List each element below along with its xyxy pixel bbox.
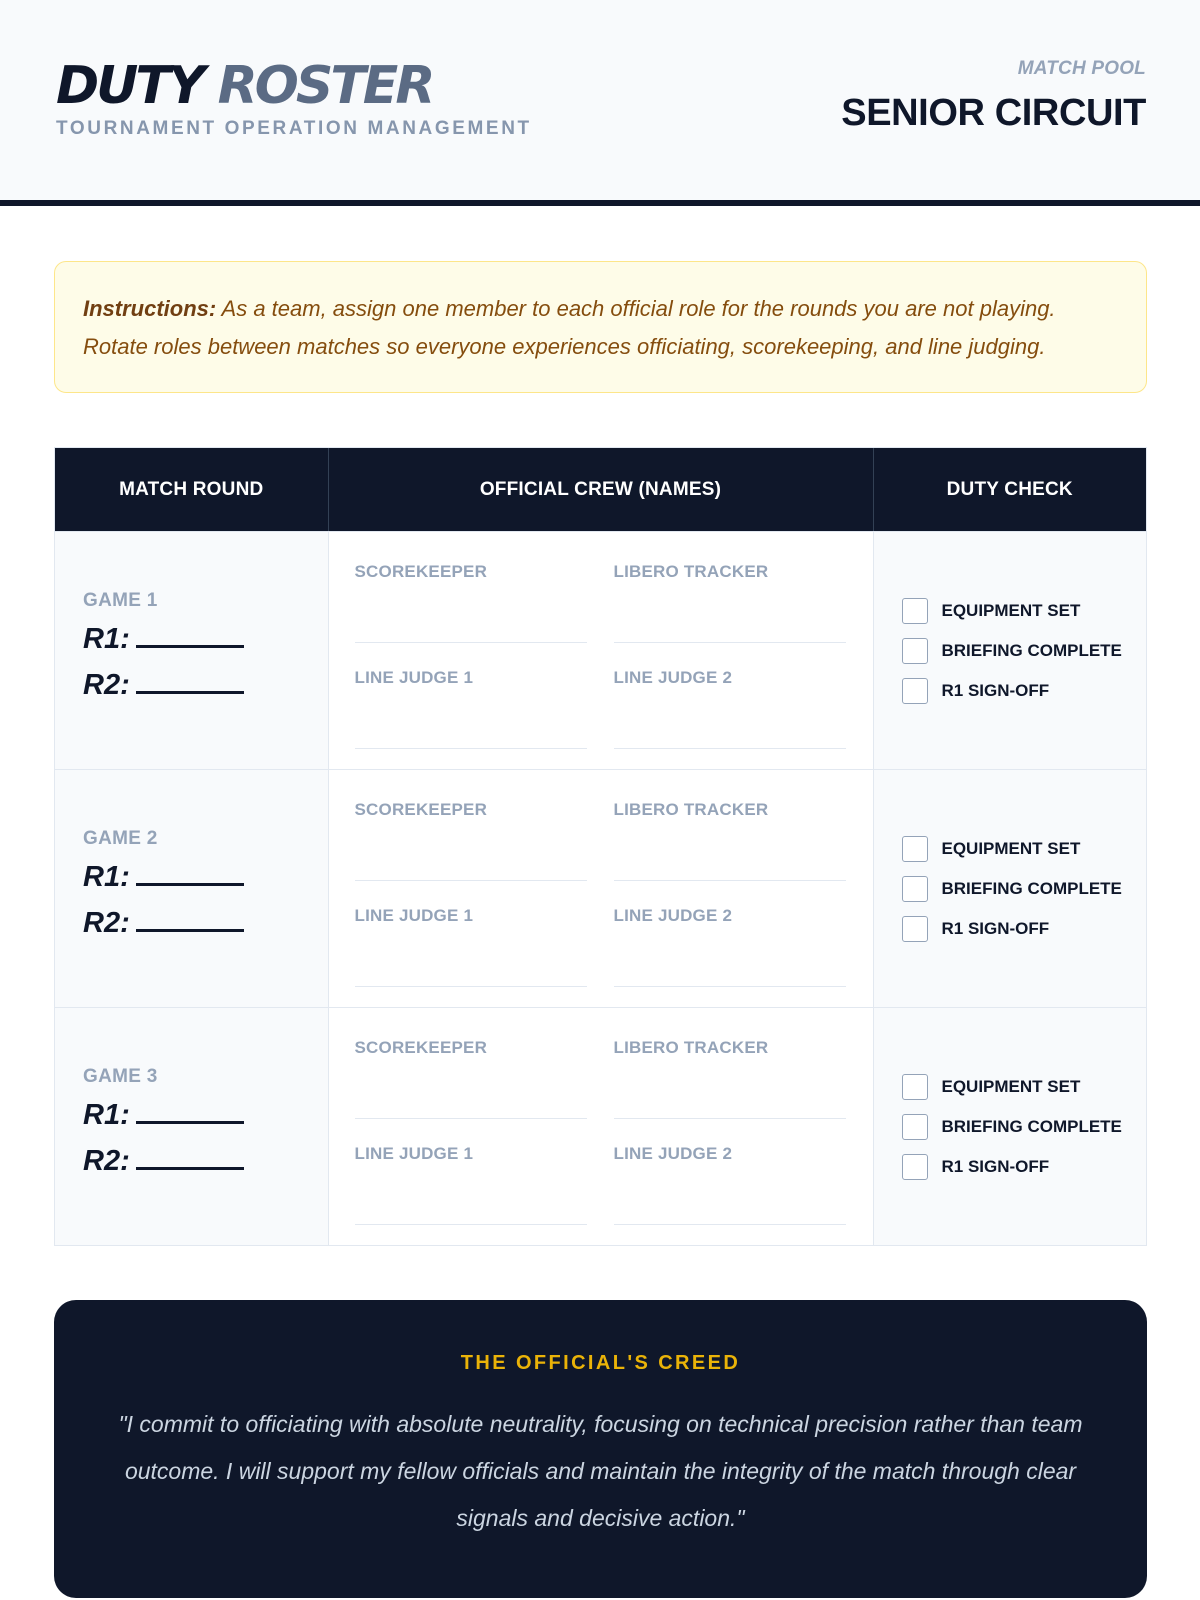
header-official-crew: OFFICIAL CREW (NAMES) bbox=[329, 448, 874, 531]
instructions-box bbox=[54, 261, 1147, 393]
match-pool bbox=[841, 58, 1146, 135]
official-crew-cell bbox=[329, 1008, 874, 1245]
check-label: BRIEFING COMPLETE bbox=[941, 641, 1122, 660]
match-pool-label: MATCH POOL bbox=[1017, 58, 1146, 79]
check-r1-sign-off[interactable] bbox=[902, 678, 1147, 704]
duty-roster-table bbox=[54, 447, 1147, 1246]
page-header bbox=[0, 0, 1200, 206]
header-duty-check: DUTY CHECK bbox=[946, 478, 1073, 500]
scorekeeper-field[interactable]: SCOREKEEPER bbox=[355, 1038, 587, 1119]
round-1-label: R1: bbox=[83, 1099, 130, 1131]
round-1-blank[interactable] bbox=[136, 624, 244, 648]
round-2-blank[interactable] bbox=[136, 670, 244, 694]
checkbox[interactable] bbox=[902, 836, 928, 862]
check-label: R1 SIGN-OFF bbox=[941, 681, 1050, 700]
checkbox[interactable] bbox=[902, 598, 928, 624]
checkbox[interactable] bbox=[902, 638, 928, 664]
check-label: BRIEFING COMPLETE bbox=[941, 879, 1122, 898]
round-2-slot bbox=[83, 906, 328, 940]
instructions-text: As a team, assign one member to each official role for the rounds you are not playing. Rotate roles between matches so everyone experiences officiating, scorekeeping, and line judging. bbox=[83, 296, 1056, 359]
checkbox[interactable] bbox=[902, 1074, 928, 1100]
duty-check-cell bbox=[874, 532, 1147, 769]
official-crew-cell bbox=[329, 770, 874, 1007]
line-judge-1-field[interactable]: LINE JUDGE 1 bbox=[355, 668, 587, 749]
check-label: R1 SIGN-OFF bbox=[941, 919, 1050, 938]
round-1-label: R1: bbox=[83, 861, 130, 893]
checkbox[interactable] bbox=[902, 678, 928, 704]
checkbox[interactable] bbox=[902, 1154, 928, 1180]
check-r1-sign-off[interactable] bbox=[902, 1154, 1147, 1180]
line-judge-2-field[interactable]: LINE JUDGE 2 bbox=[614, 906, 846, 987]
round-1-blank[interactable] bbox=[136, 862, 244, 886]
round-2-slot bbox=[83, 1144, 328, 1178]
line-judge-2-field[interactable]: LINE JUDGE 2 bbox=[614, 668, 846, 749]
table-row-game-1 bbox=[55, 531, 1146, 769]
check-equipment-set[interactable] bbox=[902, 836, 1147, 862]
checkbox[interactable] bbox=[902, 876, 928, 902]
scorekeeper-field[interactable]: SCOREKEEPER bbox=[355, 562, 587, 643]
match-pool-name: SENIOR CIRCUIT bbox=[841, 92, 1146, 134]
duty-check-cell bbox=[874, 770, 1147, 1007]
checkbox[interactable] bbox=[902, 1114, 928, 1140]
instructions-lead: Instructions: bbox=[83, 296, 217, 321]
line-judge-1-field[interactable]: LINE JUDGE 1 bbox=[355, 906, 587, 987]
check-label: EQUIPMENT SET bbox=[941, 1077, 1081, 1096]
round-1-label: R1: bbox=[83, 623, 130, 655]
line-judge-2-field[interactable]: LINE JUDGE 2 bbox=[614, 1144, 846, 1225]
round-1-slot bbox=[83, 622, 328, 656]
checkbox[interactable] bbox=[902, 916, 928, 942]
check-equipment-set[interactable] bbox=[902, 1074, 1147, 1100]
round-2-label: R2: bbox=[83, 1145, 130, 1177]
brand bbox=[56, 56, 532, 140]
check-label: BRIEFING COMPLETE bbox=[941, 1117, 1122, 1136]
libero-tracker-field[interactable]: LIBERO TRACKER bbox=[614, 1038, 846, 1119]
match-round-cell bbox=[55, 532, 329, 769]
title-word-roster: ROSTER bbox=[217, 56, 433, 116]
game-label: GAME 3 bbox=[83, 1066, 158, 1087]
table-header bbox=[55, 448, 1146, 531]
check-equipment-set[interactable] bbox=[902, 598, 1147, 624]
duty-check-cell bbox=[874, 1008, 1147, 1245]
check-briefing-complete[interactable] bbox=[902, 876, 1147, 902]
game-label: GAME 2 bbox=[83, 828, 158, 849]
round-2-label: R2: bbox=[83, 669, 130, 701]
match-round-cell bbox=[55, 770, 329, 1007]
check-label: EQUIPMENT SET bbox=[941, 601, 1081, 620]
libero-tracker-field[interactable]: LIBERO TRACKER bbox=[614, 562, 846, 643]
page-title bbox=[56, 56, 532, 116]
official-crew-cell bbox=[329, 532, 874, 769]
round-1-blank[interactable] bbox=[136, 1100, 244, 1124]
round-1-slot bbox=[83, 860, 328, 894]
table-row-game-2 bbox=[55, 769, 1146, 1007]
game-label: GAME 1 bbox=[83, 590, 158, 611]
table-row-game-3 bbox=[55, 1007, 1146, 1245]
creed-title: THE OFFICIAL'S CREED bbox=[460, 1352, 741, 1374]
check-r1-sign-off[interactable] bbox=[902, 916, 1147, 942]
check-briefing-complete[interactable] bbox=[902, 1114, 1147, 1140]
match-round-cell bbox=[55, 1008, 329, 1245]
round-2-blank[interactable] bbox=[136, 908, 244, 932]
check-label: R1 SIGN-OFF bbox=[941, 1157, 1050, 1176]
round-2-blank[interactable] bbox=[136, 1146, 244, 1170]
libero-tracker-field[interactable]: LIBERO TRACKER bbox=[614, 800, 846, 881]
title-word-duty: DUTY bbox=[56, 56, 203, 116]
page-subtitle: TOURNAMENT OPERATION MANAGEMENT bbox=[56, 118, 532, 139]
check-briefing-complete[interactable] bbox=[902, 638, 1147, 664]
scorekeeper-field[interactable]: SCOREKEEPER bbox=[355, 800, 587, 881]
officials-creed bbox=[54, 1300, 1147, 1598]
round-1-slot bbox=[83, 1098, 328, 1132]
round-2-label: R2: bbox=[83, 907, 130, 939]
creed-text: "I commit to officiating with absolute neutrality, focusing on technical precision rather than team outcome. I will support my fellow officials and maintain the integrity of the match through clear signals and decisive action." bbox=[118, 1411, 1083, 1531]
round-2-slot bbox=[83, 668, 328, 702]
line-judge-1-field[interactable]: LINE JUDGE 1 bbox=[355, 1144, 587, 1225]
header-match-round: MATCH ROUND bbox=[55, 448, 329, 531]
check-label: EQUIPMENT SET bbox=[941, 839, 1081, 858]
